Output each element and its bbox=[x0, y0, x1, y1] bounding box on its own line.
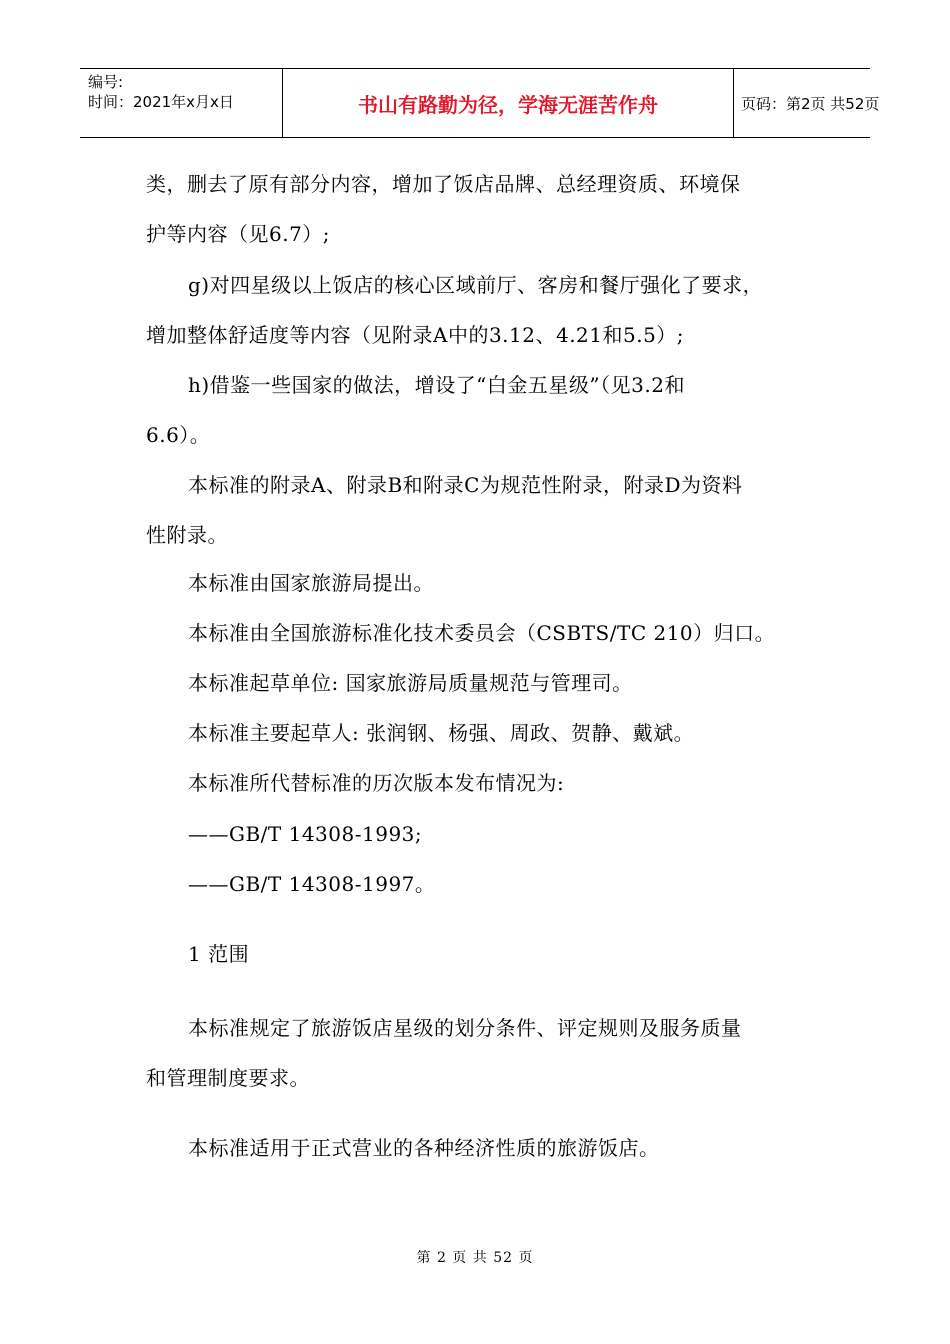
body-line: 护等内容（见6.7）; bbox=[146, 222, 331, 246]
proposer-paragraph: 本标准由国家旅游局提出。 bbox=[188, 571, 434, 595]
drafters-paragraph: 本标准主要起草人: 张润钢、杨强、周政、贺静、戴斌。 bbox=[188, 721, 695, 745]
header-middle-cell bbox=[282, 69, 734, 137]
body-line: 增加整体舒适度等内容（见附录A中的3.12、4.21和5.5）; bbox=[146, 323, 685, 347]
list-item-h: h)借鉴一些国家的做法，增设了“白金五星级”（见3.2和 bbox=[188, 373, 685, 397]
document-date: 时间：2021年x月x日 bbox=[88, 93, 234, 111]
page-footer: 第 2 页 共 52 页 bbox=[416, 1250, 534, 1266]
scope-paragraph: 本标准规定了旅游饭店星级的划分条件、评定规则及服务质量 bbox=[188, 1016, 742, 1040]
document-code-label: 编号: bbox=[88, 73, 124, 91]
history-item: ——GB/T 14308-1997。 bbox=[188, 872, 436, 896]
appendix-paragraph: 本标准的附录A、附录B和附录C为规范性附录，附录D为资料 bbox=[188, 473, 743, 497]
list-item-g: g)对四星级以上饭店的核心区域前厅、客房和餐厅强化了要求， bbox=[188, 273, 764, 297]
page-header bbox=[80, 68, 880, 138]
body-line: 类，删去了原有部分内容，增加了饭店品牌、总经理资质、环境保 bbox=[146, 172, 741, 196]
history-item: ——GB/T 14308-1993; bbox=[188, 822, 423, 846]
body-line: 和管理制度要求。 bbox=[146, 1066, 310, 1090]
header-page-number: 页码：第2页 共52页 bbox=[741, 95, 880, 113]
drafting-unit-paragraph: 本标准起草单位: 国家旅游局质量规范与管理司。 bbox=[188, 671, 633, 695]
header-right-cell bbox=[733, 69, 880, 137]
body-line: 性附录。 bbox=[146, 523, 228, 547]
header-motto: 书山有路勤为径，学海无涯苦作舟 bbox=[358, 93, 658, 117]
section-heading: 1 范围 bbox=[188, 942, 250, 966]
body-line: 6.6）。 bbox=[146, 423, 211, 447]
history-paragraph: 本标准所代替标准的历次版本发布情况为: bbox=[188, 771, 565, 795]
committee-paragraph: 本标准由全国旅游标准化技术委员会（CSBTS/TC 210）归口。 bbox=[188, 621, 776, 645]
header-left-cell bbox=[80, 69, 282, 137]
applicability-paragraph: 本标准适用于正式营业的各种经济性质的旅游饭店。 bbox=[188, 1136, 660, 1160]
